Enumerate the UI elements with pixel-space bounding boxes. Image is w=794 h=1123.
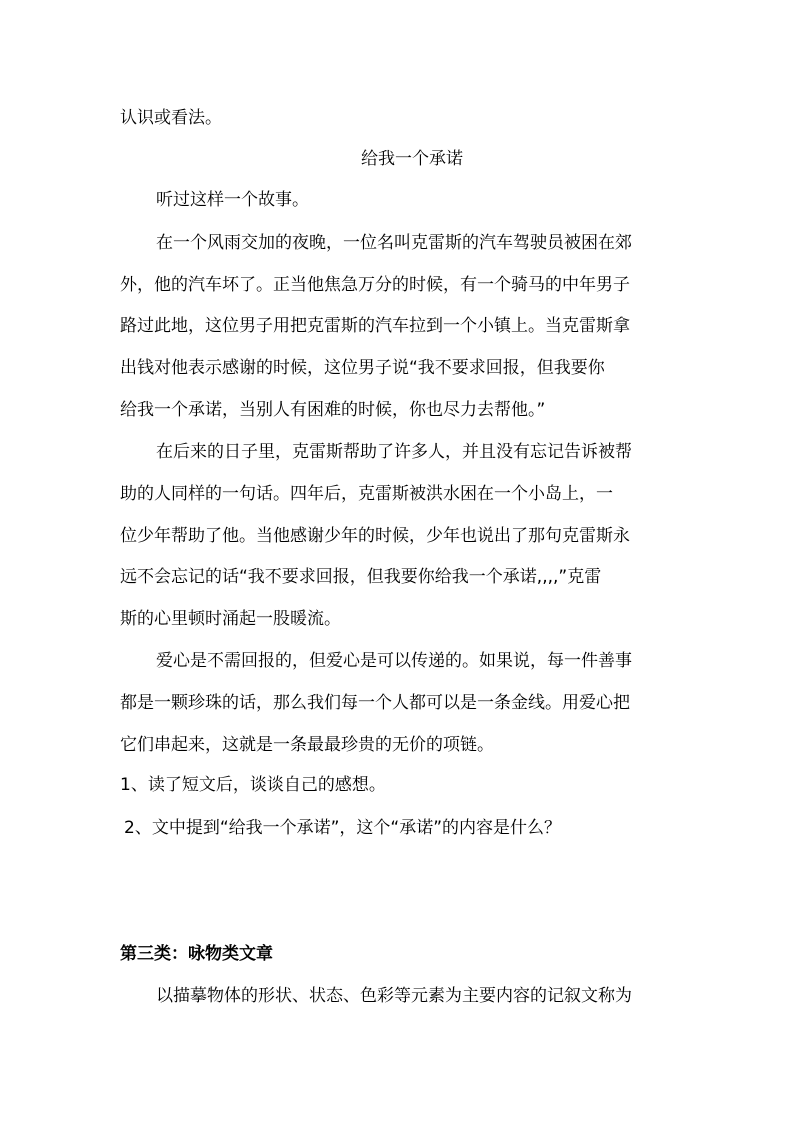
paragraph-line: 在后来的日子里，克雷斯帮助了许多人，并且没有忘记告诉被帮 <box>156 442 632 462</box>
paragraph-line: 听过这样一个故事。 <box>156 190 309 210</box>
story-title: 给我一个承诺 <box>361 149 463 169</box>
paragraph-line: 位少年帮助了他。当他感谢少年的时候，少年也说出了那句克雷斯永 <box>120 526 630 546</box>
paragraph-line: 在一个风雨交加的夜晚，一位名叫克雷斯的汽车驾驶员被困在郊 <box>156 233 632 253</box>
paragraph-line: 爱心是不需回报的，但爱心是可以传递的。如果说，每一件善事 <box>156 651 632 671</box>
paragraph-line: 路过此地，这位男子用把克雷斯的汽车拉到一个小镇上。当克雷斯拿 <box>120 316 630 336</box>
paragraph-line: 给我一个承诺，当别人有困难的时候，你也尽力去帮他。” <box>120 400 546 420</box>
section-heading: 第三类：咏物类文章 <box>120 944 273 964</box>
paragraph-line: 都是一颗珍珠的话，那么我们每一个人都可以是一条金线。用爱心把 <box>120 693 630 713</box>
paragraph-line: 助的人同样的一句话。四年后，克雷斯被洪水困在一个小岛上，一 <box>120 484 613 504</box>
paragraph-line: 外，他的汽车坏了。正当他焦急万分的时候，有一个骑马的中年男子 <box>120 275 630 295</box>
paragraph-line: 斯的心里顿时涌起一股暖流。 <box>120 609 341 629</box>
paragraph-line: 它们串起来，这就是一条最最珍贵的无价的项链。 <box>120 735 494 755</box>
paragraph-line: 以描摹物体的形状、状态、色彩等元素为主要内容的记叙文称为 <box>156 986 632 1006</box>
paragraph-line-continuation: 认识或看法。 <box>120 108 222 128</box>
paragraph-line: 远不会忘记的话“我不要求回报，但我要你给我一个承诺,,,,”克雷 <box>120 567 602 587</box>
question-2: 2、文中提到“给我一个承诺”，这个“承诺”的内容是什么？ <box>124 818 562 838</box>
question-1: 1、读了短文后，谈谈自己的感想。 <box>120 775 386 795</box>
paragraph-line: 出钱对他表示感谢的时候，这位男子说“我不要求回报，但我要你 <box>120 358 605 378</box>
